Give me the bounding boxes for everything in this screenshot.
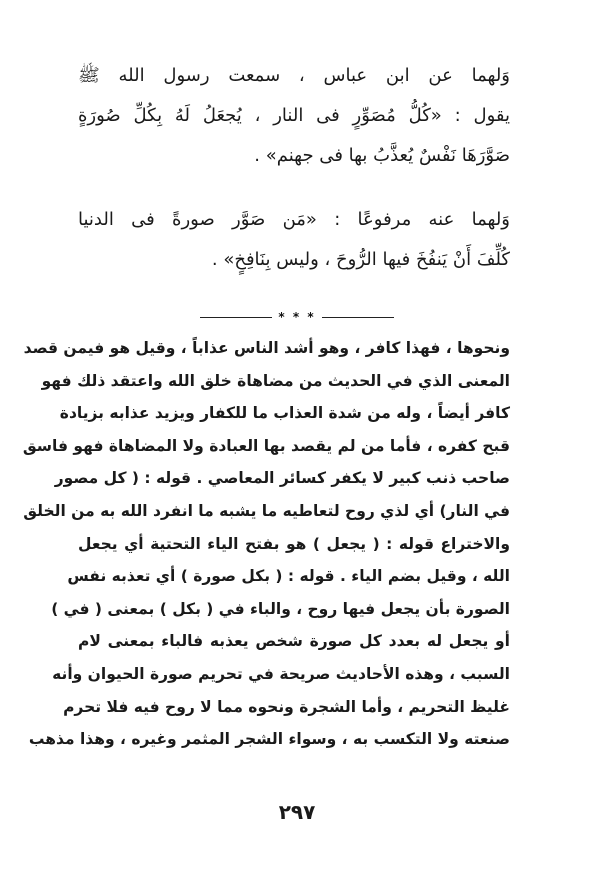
hadith-ibn-abbas-musawwir [78,56,510,176]
page-number: ٢٩٧ [278,800,316,824]
commentary-line: الصورة بأن يجعل فيها روح ، والباء في ( بكل ) بمعنى ( في ) [51,599,510,618]
hadith-line: وَلهما عن ابن عباس ، سمعت رسول الله ﷺ [78,65,510,86]
section-divider [200,310,394,324]
commentary-line: المعنى الذي في الحديث من مضاهاة خلق الله واعتقد ذلك فهو [41,371,510,390]
commentary-line: صاحب ذنب كبير لا يكفر كسائر المعاصي . قوله : ( كل مصور [54,469,510,488]
commentary-line: في النار) أي لذي روح لتعاطيه ما يشبه ما انفرد الله به من الخلق [23,501,510,520]
commentary-line: والاختراع قوله : ( يجعل ) هو بفتح الياء التحتية أي يجعل [78,534,510,553]
commentary-block [22,332,510,756]
divider-rule-right [322,317,394,318]
divider-rule-left [200,317,272,318]
divider-stars: * * * [278,310,316,324]
commentary-line: السبب ، وهذه الأحاديث صريحة في تحريم صورة الحيوان وأنه [52,664,510,683]
commentary-line: أو يجعل له بعدد كل صورة شخص يعذبه فالباء بمعنى لام [78,632,510,651]
commentary-line: الله ، وقيل بضم الياء . قوله : ( بكل صورة ) أي تعذبه نفس [67,567,510,586]
commentary-line: كافر أيضاً ، وله من شدة العذاب ما للكفار ويزيد عذابه بزيادة [59,404,510,423]
hadith-line: يقول : «كُلُّ مُصَوِّرٍ فى النار ، يُجعَلُ لَهُ بِكُلِّ صُورَةٍ [78,105,510,126]
commentary-line: صنعته ولا التكسب به ، وسواء الشجر المثمر وغيره ، وهذا مذهب [28,730,510,749]
commentary-line: قبح كفره ، فأما من لم يقصد بها العبادة ولا المضاهاة فهو فاسق [22,436,510,455]
hadith-line: وَلهما عنه مرفوعًا : «مَن صَوَّر صورةً فى الدنيا [78,209,510,230]
hadith-line: كُلِّفَ أَنْ يَنفُخَ فيها الرُّوحَ ، وليس بِنَافِخٍ» . [211,249,510,270]
commentary-line: غليظ التحريم ، وأما الشجرة ونحوه مما لا روح فيه فلا تحرم [63,697,510,716]
commentary-line: ونحوها ، فهذا كافر ، وهو أشد الناس عذاباً ، وقيل هو فيمن قصد [23,339,510,357]
hadith-line: صَوَّرَهَا نَفْسٌ يُعذَّبُ بها فى جهنم» . [254,145,510,166]
hadith-man-sawwara-sura [78,200,510,280]
